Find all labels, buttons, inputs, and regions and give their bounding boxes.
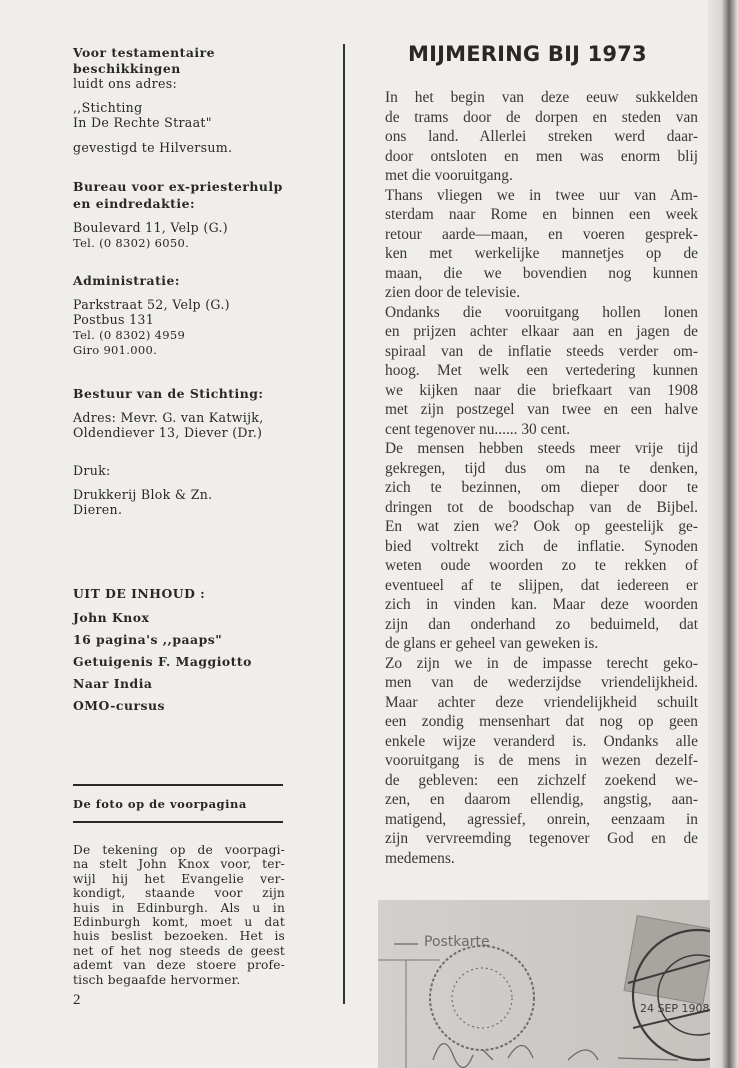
inhoud-item[interactable]: 16 pagina's ,,paaps" [73, 632, 223, 647]
article-line: dringen tot de boodschap van de Bijbel. [385, 498, 698, 516]
article-line: In het begin van deze eeuw sukkelden [385, 89, 698, 106]
foundation-place: gevestigd te Hilversum. [73, 139, 233, 155]
article-line: een zondig mensenhart dat nog op geen [385, 713, 698, 730]
inhoud-block [73, 583, 252, 717]
article-line: zen, en daarom ellendig, angstig, aan- [385, 791, 698, 808]
article-line: zijn vervreemding tegenover God en de [385, 830, 698, 847]
testament-heading-2: beschikkingen [73, 60, 181, 76]
article-line: met die vooruitgang. [385, 167, 513, 184]
article-line: weten oude woorden zo te rekken of [385, 557, 698, 574]
article-line: met zijn postzegel van twee en een halve [385, 401, 698, 418]
article-line: hoog. Met welk een vertedering kunnen [385, 362, 698, 379]
article-line: retour aarde—maan, en voeren gesprek- [385, 225, 698, 243]
article-line: bied voltrekt zich de inflatie. Synoden [385, 537, 698, 555]
article-line: ons land. Allerlei streken werd daar- [385, 128, 698, 145]
bestuur-line: Adres: Mevr. G. van Katwijk, [73, 409, 264, 425]
article-line: en prijzen achter elkaar aan en jagen de [385, 323, 698, 340]
testament-heading-1: Voor testamentaire [73, 45, 216, 60]
druk-line: Drukkerij Blok & Zn. [73, 486, 213, 502]
postmark-date: 24 SEP 1908 [640, 1002, 710, 1015]
druk-line: Dieren. [73, 502, 123, 518]
bestuur-line: Oldendiever 13, Diever (Dr.) [73, 425, 263, 441]
foto-rule-bottom [73, 821, 283, 823]
foundation-name-1: ,,Stichting [73, 99, 143, 115]
administratie-block [73, 273, 230, 359]
caption-line: Edinburgh komt, moet u dat [73, 915, 285, 930]
article-line: cent tegenover nu...... 30 cent. [385, 420, 571, 438]
article-line: zijn dan onderhand zo beduimeld, dat [385, 615, 698, 633]
bureau-heading-1: Bureau voor ex-priesterhulp [73, 179, 283, 194]
article-line: eventueel af te slijpen, dat iedereen er [385, 576, 698, 594]
article-line: vooruitgang is de mens in wezen dezelf- [385, 752, 698, 769]
caption-line: tisch begaafde hervormer. [73, 972, 241, 987]
article-line: zich in vinden kan. Maar deze woorden [385, 596, 698, 613]
article-line: we kijken naar die briefkaart van 1908 [385, 381, 698, 399]
article-line: door ontsloten en men was enorm blij [385, 147, 698, 165]
article-line: De mensen hebben steeds meer vrije tijd [385, 440, 698, 457]
article-line: En wat zien we? Ook op geestelijk ge- [385, 518, 698, 535]
article-line: gekregen, tijd dus om na te denken, [385, 459, 698, 477]
inhoud-item[interactable]: OMO-cursus [73, 698, 165, 713]
druk-heading: Druk: [73, 463, 111, 478]
caption-line: De tekening op de voorpagi- [73, 843, 285, 857]
druk-block [73, 463, 212, 518]
article-line: ken met werkelijke mannetjes op de [385, 245, 698, 262]
bestuur-heading: Bestuur van de Stichting: [73, 386, 264, 401]
page-edge-shadow [708, 0, 738, 1068]
foundation-name-2: In De Rechte Straat" [73, 115, 212, 131]
article-body [385, 88, 698, 868]
bureau-block [73, 178, 283, 251]
postcard-label: Postkarte [424, 934, 490, 950]
article-line: sterdam naar Rome en binnen een week [385, 206, 698, 223]
article-line: matigend, agressief, onrein, eenzaam in [385, 810, 698, 828]
article-line: Zo zijn we in de impasse terecht geko- [385, 654, 698, 672]
article-line: de gebleven: een zichzelf zoekend we- [385, 771, 698, 789]
article-line: maan, die we bovendien nog kunnen [385, 264, 698, 282]
foto-rule-top [73, 784, 283, 786]
testament-block [73, 45, 232, 156]
article-line: zien door de televisie. [385, 284, 521, 301]
caption-line: wijl hij het Evangelie ver- [73, 871, 285, 886]
article-line: de glans er geheel van geweken is. [385, 635, 599, 652]
administratie-line: Parkstraat 52, Velp (G.) [73, 296, 230, 312]
article-title: MIJMERING BIJ 1973 [408, 42, 647, 66]
caption-line: kondigt, staande voor zijn [73, 886, 285, 901]
bureau-heading-2: en eindredaktie: [73, 196, 196, 211]
foto-heading: De foto op de voorpagina [73, 797, 247, 811]
column-divider [343, 44, 345, 1004]
administratie-line: Tel. (0 8302) 4959 [73, 327, 186, 342]
article-line: enkele wijze veranderd is. Ondanks alle [385, 732, 698, 750]
caption-line: huis beslist bezoeken. Het is [73, 929, 285, 944]
administratie-heading: Administratie: [73, 273, 180, 288]
caption-line: net of het nog steeds de geest [73, 943, 285, 958]
testament-intro: luidt ons adres: [73, 76, 178, 92]
article-line: zich te bezinnen, om dieper door te [385, 479, 698, 496]
postcard-photo [378, 900, 710, 1068]
article-line: spiraal van de inflatie steeds verder om- [385, 342, 698, 360]
inhoud-heading: UIT DE INHOUD : [73, 586, 206, 601]
article-line: Thans vliegen we in twee uur van Am- [385, 186, 698, 204]
foto-caption [73, 843, 285, 987]
article-line: men van de wederzijdse vriendelijkheid. [385, 674, 698, 691]
article-line: medemens. [385, 849, 455, 867]
page-number: 2 [73, 992, 81, 1008]
inhoud-item[interactable]: John Knox [73, 610, 150, 625]
caption-line: ademt van deze stoere profe- [73, 958, 285, 973]
article-line: Maar achter deze vriendelijkheid schuilt [385, 693, 698, 711]
caption-line: na stelt John Knox voor, ter- [73, 857, 285, 872]
bureau-phone: Tel. (0 8302) 6050. [73, 235, 190, 250]
inhoud-item[interactable]: Naar India [73, 676, 153, 691]
inhoud-item[interactable]: Getuigenis F. Maggiotto [73, 654, 252, 669]
article-line: de trams door de dorpen en steden van [385, 108, 698, 126]
article-line: Ondanks die vooruitgang hollen lonen [385, 303, 698, 321]
administratie-line: Giro 901.000. [73, 343, 158, 358]
bestuur-block [73, 386, 264, 441]
caption-line: huis in Edinburgh. Als u in [73, 900, 285, 915]
administratie-line: Postbus 131 [73, 312, 155, 328]
bureau-address: Boulevard 11, Velp (G.) [73, 220, 228, 235]
